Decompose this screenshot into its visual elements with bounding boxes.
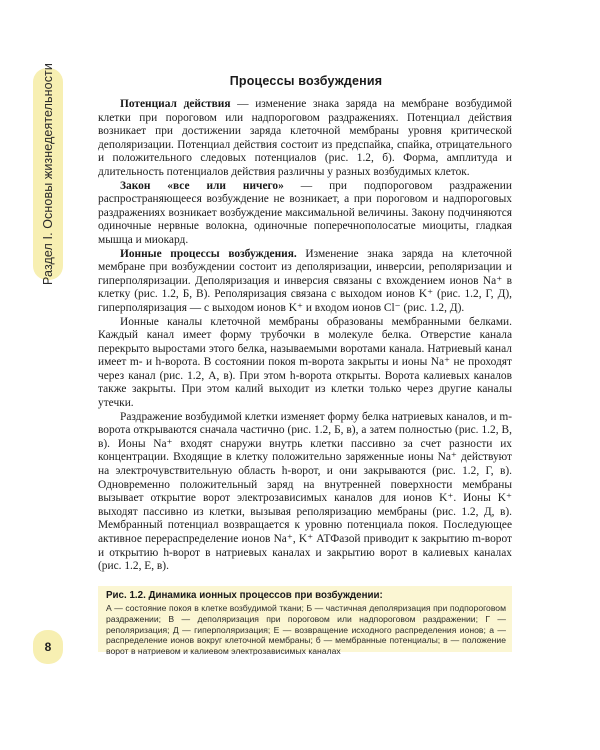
figure-caption xyxy=(98,586,512,657)
paragraph-text: — изменение знака заряда на мембране возбудимой клетки при пороговом или надпороговом раздражениях. Потенциал действия возникает при достижении заряда клеточной мембраны уровня критической деполяризации. Потенциал действия состоит из предспайка, спайка, отрицательного и положительного следовых потенциалов (рис. 1.2, б). Форма, амплитуда и длительность потенциалов действия различны у разных возбудимых клеток. xyxy=(98,98,512,178)
paragraph xyxy=(98,316,512,411)
paragraph xyxy=(98,180,512,248)
section-heading: Процессы возбуждения xyxy=(229,74,383,88)
body-text xyxy=(98,98,512,574)
paragraph-text: Ионные каналы клеточной мембраны образованы мембранными белками. Каждый канал имеет форму трубочки в молекуле белка. Отверстие канала перекрыто выростами этого белка, называемыми воротами канала. Натриевый канал имеет m- и h-ворота. В состоянии покоя m-ворота закрыты и ионы Na⁺ не проходят через канал (рис. 1.2, А, в). При этом h-ворота открыты. Ворота калиевых каналов также закрыты. При этом калий выходит из клетки только через другие каналы утечки. xyxy=(98,315,512,410)
term: Ионные процессы возбуждения. xyxy=(120,247,297,260)
paragraph xyxy=(98,98,512,180)
section-label: Раздел I. Основы жизнедеятельности xyxy=(41,63,55,285)
caption-text: А — состояние покоя в клетке возбудимой ткани; Б — частичная деполяризация при подпороговом раздражении; В — деполяризация при пороговом или надпороговом раздражении; Г — реполяризация; Д — гиперполяризация; Е — возвращение исходного распределения ионов; а — распределение ионов вокруг клеточной мембраны; б — мембранные потенциалы; в — положение ворот в натриевом и калиевом электрозависимых каналах xyxy=(106,603,506,657)
paragraph xyxy=(98,411,512,574)
paragraph-text: Изменение знака заряда на клеточной мембране при возбуждении состоит из деполяризации, инверсии, реполяризации и гиперполяризации. Деполяризация и инверсия связаны с вхождением ионов Na⁺ в клетку (рис. 1.2, Б, В). Реполяризация связана с выходом ионов K⁺ (рис. 1.2, Г, Д), гиперполяризация — с выходом ионов K⁺ и входом ионов Cl⁻ (рис. 1.2, Д). xyxy=(98,247,512,314)
term: Потенциал действия xyxy=(120,98,231,110)
page-number: 8 xyxy=(33,630,63,664)
term: Закон «все или ничего» xyxy=(120,179,284,192)
paragraph-text: — при подпороговом раздражении распространяющееся возбуждение не возникает, а при пороговом и надпороговых раздражениях возникает возбуждение максимальной величины. Закону подчиняются одиночные нервные волокна, одиночные поперечнополосатые миоциты, гладкая мышца и миокард. xyxy=(98,179,512,246)
paragraph-text: Раздражение возбудимой клетки изменяет форму белка натриевых каналов, и m-ворота открываются сначала частично (рис. 1.2, Б, в), а затем полностью (рис. 1.2, В, в). Ионы Na⁺ входят снаружи внутрь клетки пассивно за счет разности их концентрации. Входящие в клетку положительно заряженные ионы Na⁺ действуют на электрочувствительную область h-ворот, и они закрываются (рис. 1.2, Г, в). Одновременно положительный заряд на внутренней поверхности мембраны вызывает открытие ворот электрозависимых каналов для ионов K⁺. Ионы K⁺ выходят пассивно из клетки, вызывая реполяризацию мембраны (рис. 1.2, Д, в). Мембранный потенциал возвращается к уровню потенциала покоя. Последующее активное перераспределение ионов Na⁺, K⁺ АТФазой приводит к закрытию m-ворот и открытию h-ворот в натриевых каналах и закрытию ворот в калиевых каналах (рис. 1.2, Е, в). xyxy=(98,410,512,573)
paragraph xyxy=(98,248,512,316)
section-side-tab xyxy=(33,63,63,285)
caption-title: Рис. 1.2. Динамика ионных процессов при возбуждении: xyxy=(106,590,383,601)
